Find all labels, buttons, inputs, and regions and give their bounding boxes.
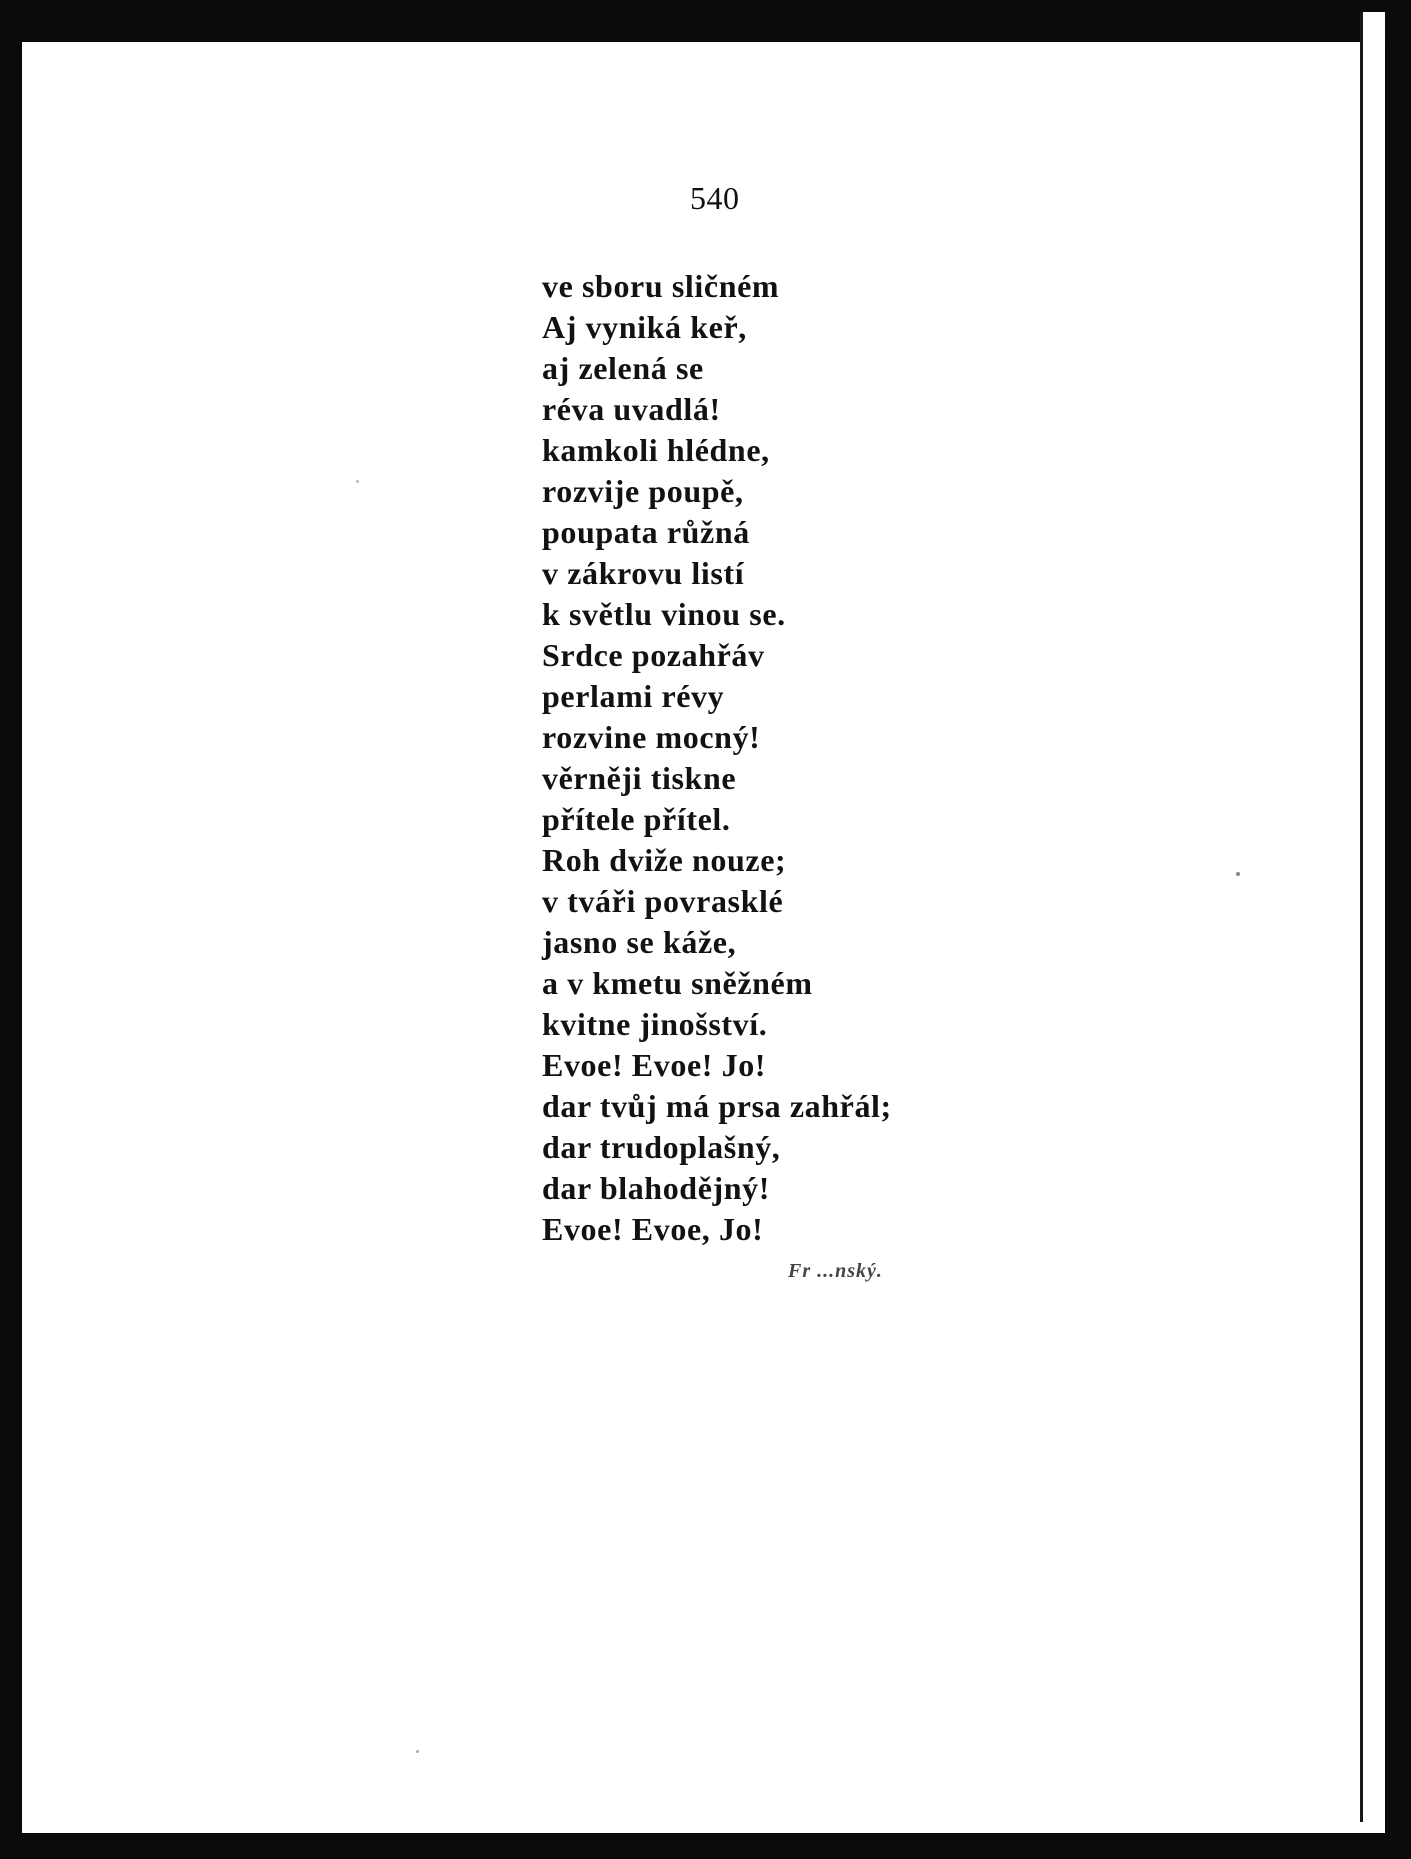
poem-line: Evoe! Evoe! Jo! — [542, 1047, 767, 1083]
poem-line: aj zelená se — [542, 350, 704, 386]
scan-speck — [416, 1750, 419, 1753]
poem-line: poupata růžná — [542, 514, 750, 550]
poem-line: kvitne jinošství. — [542, 1006, 768, 1042]
poem-line: rozvije poupě, — [542, 473, 744, 509]
poem-line: ve sboru sličném — [542, 268, 780, 304]
poem-line: rozvine mocný! — [542, 719, 761, 755]
poem-line: přítele přítel. — [542, 801, 731, 837]
poem-line: Srdce pozahřáv — [542, 637, 765, 673]
poem-line: kamkoli hlédne, — [542, 432, 770, 468]
poem-line: věrněji tiskne — [542, 760, 737, 796]
poem-line: a v kmetu sněžném — [542, 965, 813, 1001]
poem-line: Aj vyniká keř, — [542, 309, 747, 345]
poem-line: jasno se káže, — [542, 924, 737, 960]
next-page-edge — [1360, 12, 1385, 1822]
author-signature: Fr ...nský. — [788, 1260, 883, 1282]
poem-line: dar trudoplašný, — [542, 1129, 781, 1165]
poem-line: Roh dviže nouze; — [542, 842, 787, 878]
poem-line: Evoe! Evoe, Jo! — [542, 1211, 764, 1247]
page-number: 540 — [690, 180, 740, 216]
scan-speck — [1236, 872, 1240, 876]
poem-line: dar blahodějný! — [542, 1170, 771, 1206]
poem-line: dar tvůj má prsa zahřál; — [542, 1088, 892, 1124]
poem-line: k světlu vinou se. — [542, 596, 786, 632]
poem-text — [542, 266, 892, 1250]
scan-speck — [356, 480, 359, 483]
poem-line: perlami révy — [542, 678, 725, 714]
poem-line: v tváři povrasklé — [542, 883, 784, 919]
poem-line: réva uvadlá! — [542, 391, 721, 427]
poem-line: v zákrovu listí — [542, 555, 745, 591]
